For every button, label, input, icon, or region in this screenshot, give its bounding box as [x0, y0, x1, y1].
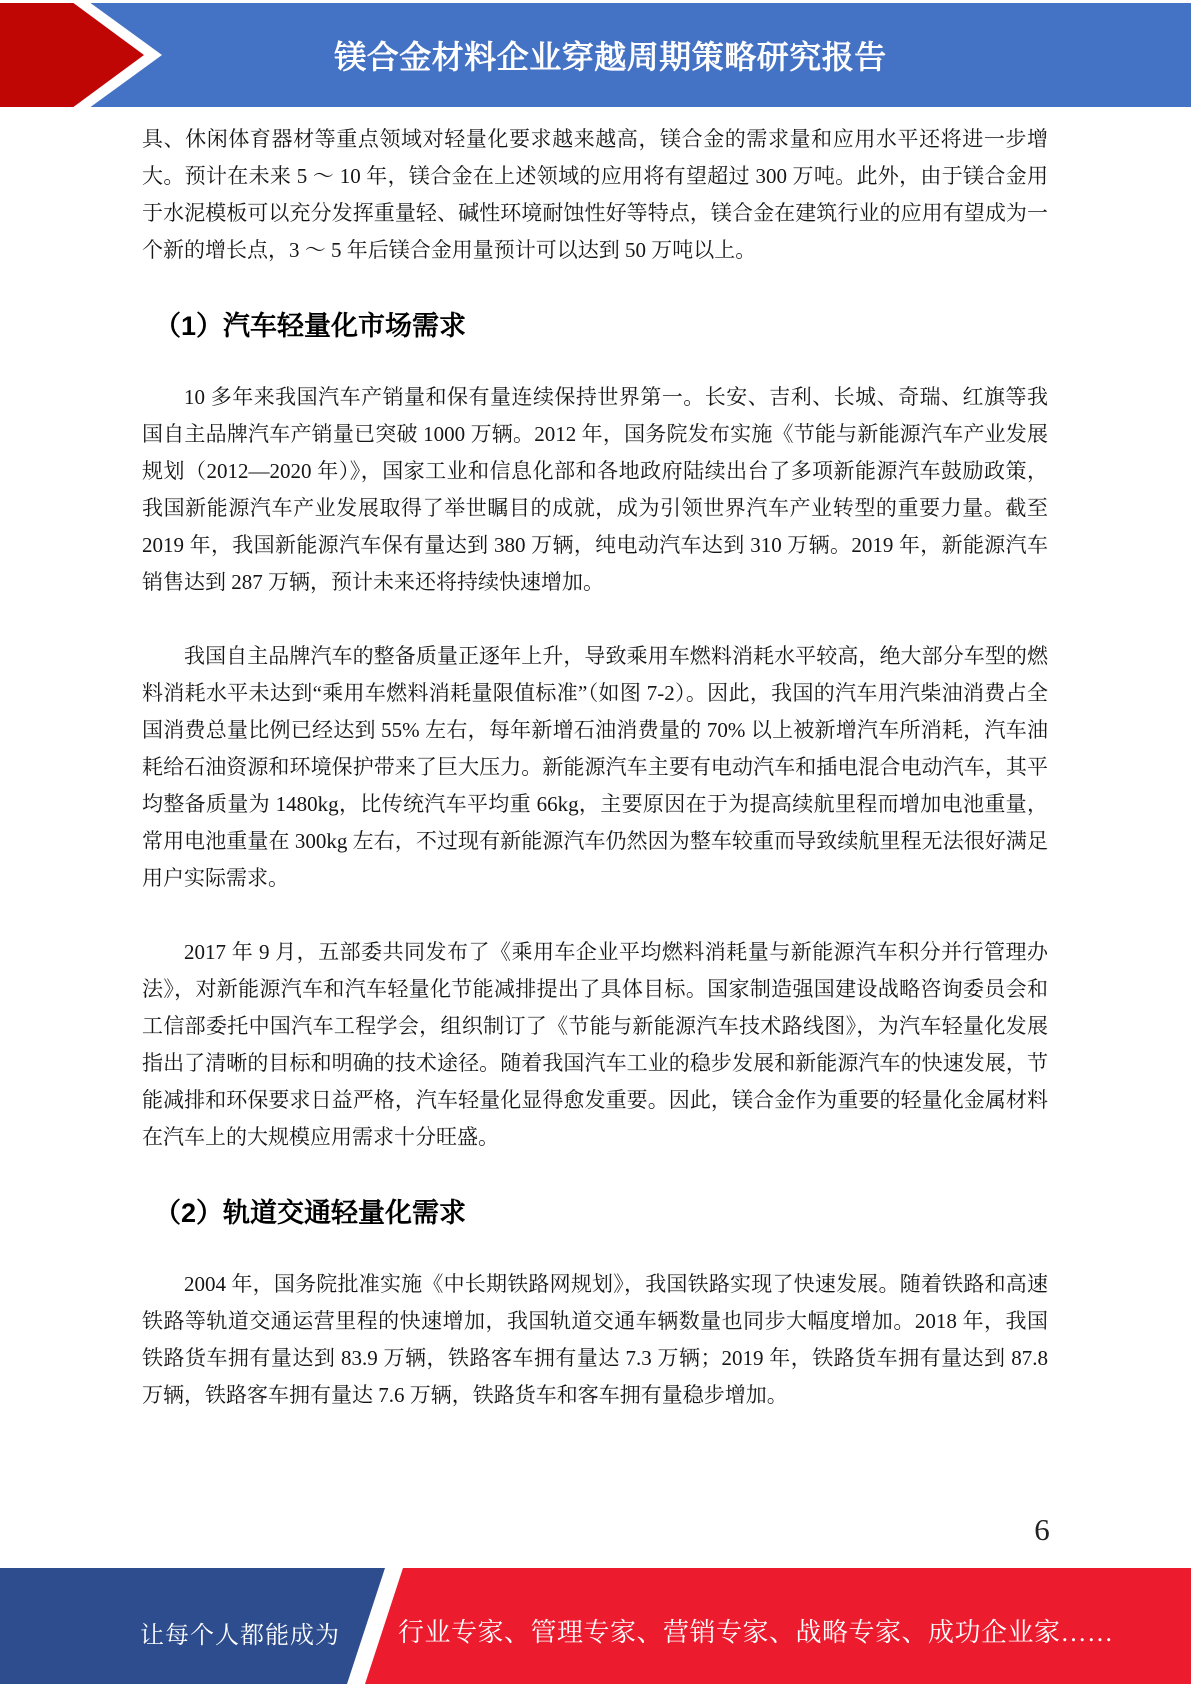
- intro-paragraph: 具、休闲体育器材等重点领域对轻量化要求越来越高，镁合金的需求量和应用水平还将进一步增大。预计在未来 5 ～ 10 年，镁合金在上述领域的应用将有望超过 300 万吨。此外，由于镁合金用于水泥模板可以充分发挥重量轻、碱性环境耐蚀性好等特点，镁合金在建筑行业的应用有望成为一个新的增长点，3 ～ 5 年后镁合金用量预计可以达到 50 万吨以上。: [142, 127, 1048, 262]
- header-banner: [0, 3, 1191, 107]
- report-title: 镁合金材料企业穿越周期策略研究报告: [334, 39, 887, 75]
- footer-banner: [0, 1568, 1191, 1684]
- document-body: [142, 121, 1048, 1451]
- page-number: 6: [1034, 1512, 1050, 1547]
- paragraph: 我国自主品牌汽车的整备质量正逐年上升，导致乘用车燃料消耗水平较高，绝大部分车型的燃料消耗水平未达到“乘用车燃料消耗量限值标准”（如图 7-2）。因此，我国的汽车用汽柴油消费占全国消费总量比例已经达到 55% 左右，每年新增石油消费量的 70% 以上被新增汽车所消耗，汽车油耗给石油资源和环境保护带来了巨大压力。新能源汽车主要有电动汽车和插电混合电动汽车，其平均整备质量为 1480kg，比传统汽车平均重 66kg，主要原因在于为提高续航里程而增加电池重量，常用电池重量在 300kg 左右，不过现有新能源汽车仍然因为整车较重而导致续航里程无法很好满足用户实际需求。: [142, 644, 1048, 890]
- paragraph: 2004 年，国务院批准实施《中长期铁路网规划》，我国铁路实现了快速发展。随着铁路和高速铁路等轨道交通运营里程的快速增加，我国轨道交通车辆数量也同步大幅度增加。2018 年，我国铁路货车拥有量达到 83.9 万辆，铁路客车拥有量达 7.3 万辆；2019 年，铁路货车拥有量达到 87.8 万辆，铁路客车拥有量达 7.6 万辆，铁路货车和客车拥有量稳步增加。: [142, 1272, 1048, 1407]
- paragraph: 2017 年 9 月，五部委共同发布了《乘用车企业平均燃料消耗量与新能源汽车积分并行管理办法》，对新能源汽车和汽车轻量化节能减排提出了具体目标。国家制造强国建设战略咨询委员会和工信部委托中国汽车工程学会，组织制订了《节能与新能源汽车技术路线图》，为汽车轻量化发展指出了清晰的目标和明确的技术途径。随着我国汽车工业的稳步发展和新能源汽车的快速发展，节能减排和环保要求日益严格，汽车轻量化显得愈发重要。因此，镁合金作为重要的轻量化金属材料在汽车上的大规模应用需求十分旺盛。: [142, 940, 1048, 1149]
- paragraph: 10 多年来我国汽车产销量和保有量连续保持世界第一。长安、吉利、长城、奇瑞、红旗等我国自主品牌汽车产销量已突破 1000 万辆。2012 年，国务院发布实施《节能与新能源汽车产业发展规划（2012—2020 年）》，国家工业和信息化部和各地政府陆续出台了多项新能源汽车鼓励政策，我国新能源汽车产业发展取得了举世瞩目的成就，成为引领世界汽车产业转型的重要力量。截至 2019 年，我国新能源汽车保有量达到 380 万辆，纯电动汽车达到 310 万辆。2019 年，新能源汽车销售达到 287 万辆，预计未来还将持续快速增加。: [142, 385, 1048, 594]
- footer-slogan-prefix: 让每个人都能成为: [140, 1623, 340, 1649]
- section-heading-1: （1）汽车轻量化市场需求: [154, 311, 467, 341]
- footer-slogan-main: 行业专家、管理专家、营销专家、战略专家、成功企业家……: [398, 1618, 1114, 1647]
- section-heading-2: （2）轨道交通轻量化需求: [154, 1198, 467, 1228]
